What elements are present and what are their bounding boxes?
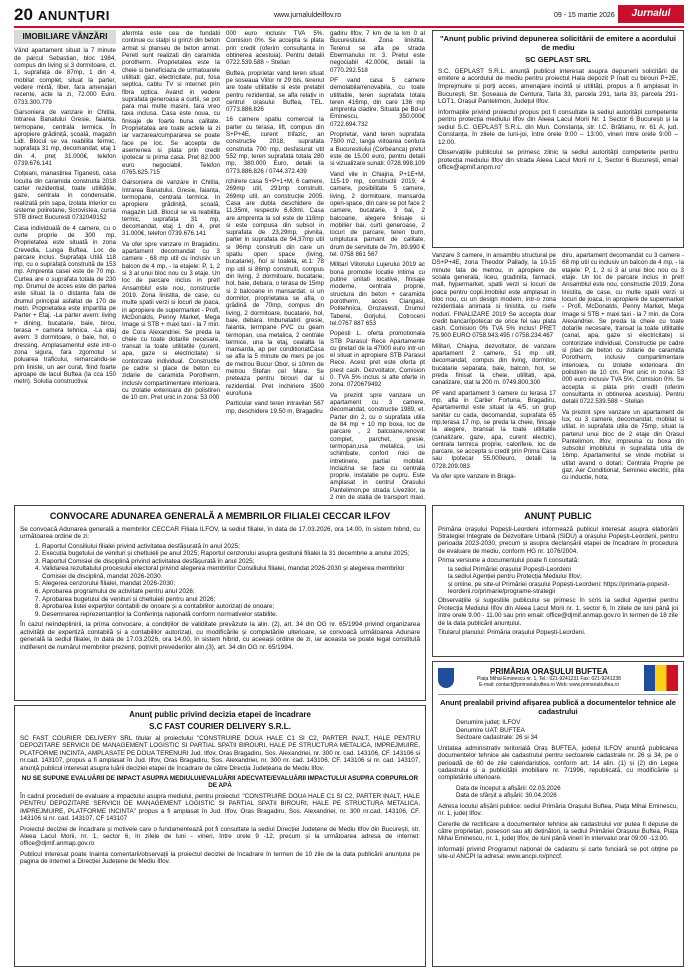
geplast-notice [432,30,684,248]
fast-courier-notice [14,705,426,967]
agenda-item: 9. Desemnarea reprezentanților la Conferința națională conform normativelor stabilite. [42,611,420,619]
classified-ad: Vând apartament situat la 7 minute de parcul Sebastian, bloc 1984, compus din living și 3 dormitoare, ct. 1, suprafața de 87mp, 1 din 4, mobilat complet, situat la parter, vedere mixtă, liber, fara amenajari recente, acte la zi, 72.000 Euro. 0733.300.779 [14,47,116,106]
agenda-item: 1. Raportul Consiliului filialei privind activitatea desfășurată în anul 2025; [42,543,420,551]
classified-ad: Garsoniera de vanzare in Chitila, Intrarea Banatului Gresie, faianța, termopane, centrala termica. În apropiere grădiniță, școală, magazin Lidl. Blocul se va reabilita termic, suprafața 31 mp, decomandat, etaj 1 din 4, preț 31.000€, telefon 0739.676.141 [14,108,116,168]
classifieds-column-4 [330,30,425,500]
notice-paragraph: Observațiile și sugestiile publicului se primesc în scris la sediul Agenției pentru Protecția Mediului Ilfov din Aleea Lacul Morii nr. 1, sector 6, în zilele de luni până joi între orele 9.00 - 11.00 sau prin email: office@djmif.anmap.gov.ro în termen de 18 zile de la data publicării anunțului. [438,597,678,627]
notice-paragraph: SC FAST COURIER DELIVERY SRL titular al proiectului "CONSTRUIRE DOUA HALE C1 SI C2, PARTER INALT, HALE PENTRU DEPOZITARE SERVICII DE MANAGEMENT LOGISTIC SI PARTIAL SPATII BIROURI, HALE PE STRUCTURA METALICA, IMPREJMUIRE, PLATFORME INCINTA, AMPLASATE PE DOUA TERENURI Jud. Ilfov, Oras Bragadiru, Sos. Alexandriei, nr. 300 nr. cad. 143106, CF. 143106 si nr.cad. 143107, propus a fi amplasat în Jud. Ilfov, Oras Bragadiru, Sos. Alexandriei, nr. 300 nr. cad. 143106, CF. 143106 si nr. cad. 143107, anunță publicul interesat asupra luării deciziei etapei de încadrare de către Direcția Județeana de Mediu Ilfov. [20,734,420,772]
classified-ad: Vand vile in Chiajna, P+1E+M, 115-19 mp, constructii 2019, 4 camere, posibilitate 5 camere, living, 2 dormitoare, mansarda open-space, din care se pot face 2 camere, bucatarie, 3 bai, 2 balcoane, alegere finisaje si mobilier bai, curti generoase, 2 locuri de parcare, teren burn, umplutura parnant de calitate, drum de servitute de 7m, 89.990 € tel. 0758 861 567 [330,170,425,259]
romanian-flag-icon [644,665,678,691]
consult-item: și online, pe site-ul Primăriei orașului Popești-Leordeni: https://primaria-popesti-leordeni.ro/primarie/programe-strategii [448,580,670,595]
classifieds-column-6 [562,252,684,502]
notice-paragraph: Proiectul deciziei de încadrare și motivele care o fundamentează pot fi consultate la sediul Direcției Județene de Mediu Ilfov din București, str. Aleea Lacul Morii, nr. 1, sector 6, în zilele de luni - vineri, între orele 9 -12, precum și la următoarea adresa de internet: office@djmif.anmap.gov.ro [20,825,420,848]
classified-ad: afermta este cea de fundatii continue cu stalpi si grinzi din beton armat si planseu de beton armat. Pereti sunt realizati din caramida porotherm. Proprietatea este la cheie si beneficiaza de urmatoarele utilitati: gaz, electricitate, put, fosa septica, cablu TV si internet prin fibra optica. Avand in vedere suprafata generoasa a curtii, se pot para mai multe masini, fara vreo taxa inclusa. Casa este noua, cu finisaje de foarte buna calitate. Proprietatea are toate actele la zi iar varzarea/cumpararea se poate face pe loc. Se accepta de asemenea si plata prin credit ipotecar si prima casa. Pret 82.000 euro negociabil. Telefon 0765.625.715 [122,30,220,176]
classified-ad: Garsoniera de vanzare in Chitila, Intrarea Banatului. Gresie, faianța, termopane, centrala termica. In apropiere grădiniță, școală, magazin Lidl. Blocul se va reabilita termic, suprafața 31 mp, decomandat, etaj 1 din 4, pret 31.000€, telefon 0739.676.141 [122,179,220,238]
classified-ad: 16 camere spatiu comercial la parter cu terasa, lift, compus din S+P+4E, curent trifazic, an constructie 2018, suprafata construita 700 mp, desfasurat util 552 mp, teren suprafata totala 280 mp, 380.000 Euro, detalii la 0773.886.826 / 0744.372.439 [226,116,324,175]
consult-item: la sediul Agenției pentru Protecția Mediului Ilfov; [448,573,582,581]
display-dates [456,785,678,800]
ceccar-intro: Se convoacă Adunarea generală a membrilor CECCAR Filiala ILFOV, la sediul filialei, în data de 17.03.2026, ora 14.00, în sistem hibrid, cu următoarea ordine de zi: [20,525,420,541]
classified-ad: Militari, Chiajna, dezvoltator, de vanzare apartament 2 camere, 51 mp util, decomandat, compus din living, dormitor, bucatarie separata, baie, balcon, hol, se preda finisat la cheie, utilitati, apa, canalizare, stat la 200 m. 0749.800.300 [432,342,556,387]
classified-ad: Vanzare 3 camere, in ansamblu structural pe DS+P+4E, zona Theodor Pallady, la 10-15 minute fata de metrou, in apropiere de scoala generala, liceu, gradinita, farmacii, mall, hypermarket, spatii verzi si locuri de joaca pentru copii.Imobilul este amplasat in bloc nou, cu un design modern, intr-o zona rezidentiala animata si linistita, cu rsefe noduri. FINALIZARE 2019 Se accepta doar credit bancar/ipotecar de orice fel sau plata cash. Comision 0% TVA 5% inclus! PRET 75.900 EURO 0758.943.495 / 0758.234.467 [432,252,556,340]
page-header [14,4,684,28]
detail-line: Denumire județ: ILFOV [456,719,521,727]
detail-line: Denumire UAT: BUFTEA [456,726,525,734]
notice-paragraph: S.C. GEPLAST S.R.L. anunță publicul interesat asupra depunerii solicitării de emitere a acordului de mediu pentru proiectul Hala depozit P înalt cu birouri P+2E, împrejmuire și porți acces, amenajare incintă și utilități, propus a fi amplasat în București, Str. Șoseaua de Centura, Tarla 33, parcela 291, tarla 33, parcela 291-LOT1, Orașul Pantelimon, Județul Ilfov. [438,67,678,106]
geplast-title: "Anunț public privind depunerea solicitării de emitere a acordului de mediu [439,34,677,52]
classified-ad: Va ofer spre vanzare in Bragadiru, apartament decomandat cu 3 camere - 68 mp util cu inclusiv un balcon de 4 mp, - la etajele: P, 1, 2 si 3 al unui bloc nou cu 3 etaje. Un loc de parcare inclus in pret! Ansamblul este nou, constructie 2019. Zona linistita, de case, cu multe spatii verzi si locuri de joaca, in apropiere de supermarket - Profi, McDonalds, Penny Market, Mega Image si STB + maxi taxi - la 7 min. de Cora Alexandriei. Se preda la cheie cu toate dotarile necesare, transat la toate utilitatile (curent, apa, gaze si electricitate) si contorizate individual. Constructie pe cadre si place de beton cu zidarie de caramida Porotherm, inclusiv compartimentare interioara, cu izolatie exterioara din polistiren de 10 cm. Pret unic in zona: 53 000 [122,240,220,402]
classified-ad: Casa individuală de 4 camere, cu o curte proprie de 300 mp. Proprietatea este situată in zona Crevedia, Lunga Buftea. Loc de parcare inclus. Suprafața Utilă 118 mp, cu o suprafață construită de 153 mp. Amprenta casei este de 70 mp. Curtea are o suprafata totala de 230 mp. Drumul de acces este din partea este situat la o distanta fata de drumul principal asfaltat de 170 de metri. Proprietatea este impartita pe Parter + Etaj. -La parter avem: living + dining, bucatarie, baie, birou, terasa + camera tehnica. -La etaj avem: 3 dormitoare, o baie, hol, o dressing. Amplasamentul este intr-o zona sigura, fara zgomotul si poluarea traficului, remarcandu-se prin liniste, un aer curat, fiind foarte aproape de lacul Buftea (la cca 150 metri). Solutia constructiva: [14,224,116,386]
section-title: ANUNȚURI [38,8,110,23]
classified-ad: Va ofer spre vanzare in Braga- [432,473,516,481]
agenda-list [20,543,420,618]
date-line: Data de început a afișării: 02.03.2026 [456,784,561,792]
classified-ad: PF vand apartament 3 camere cu terasa 17 mp, afla in Cartier Fortuna, Bragadiru, Apartamentul este situat la 4/5, un grup sanitar cu cada, decomandat, suprafata 65 mp,terasa 17 mp, se preda la cheie, finisaje la alegere, bransat la toate utilitatile (canalizare, gaze, apa, curent electric), centrala termica proprie, caloriferе, loc de parcare, se accepta si credit prin Prima Casa sau Ipotecar 55.000euro, detalii la 0728.209.083 [432,389,556,470]
page-number: 20 [14,5,33,24]
detail-line: Sectoare cadastrale: 26 și 34 [456,734,538,742]
classified-ad: Colțeani, manastirea Tiganesti, casa locuita din caramida construita 2018 carter rezidential, toate utilitățile, gaze, centrala in condensatie, realizată prin sapa, izolata interior cu sisteme poliretane, Scrovistea, cursa STB direct Bucuresti 0732049152 [14,170,116,222]
primaria-banner [438,665,678,695]
notice-paragraph: În cadrul procedurii de evaluare a impactului asupra mediului, pentru proiectul: "CONSTRUIRE DOUA HALE C1 SI C2, PARTER INALT, HALE PENTRU DEPOZITARE SERVICII DE MANAGEMENT LOGISTIC SI PARTIAL SPATII BIROURI, HALE PE STRUCTURA METALICA, IMPREJMUIRE, PLATFORME INCINTA" propus a fi amplasat în Jud. Ilfov, Oras Bragadiru, Sos. Alexandriei, nr. 300 nr.cad. 143106, CF. 143106 si nr. cad. 143107, CF 143107 [20,792,420,823]
classified-ad: PF vand casa 5 camere demolabila/renovabila, cu toate utilitatile, teren suprafata totala teren 416mp, din care 136 mp amprenta cladire. Situata pe Bd-ul Eminescu, 350.000€ 0722.694.732 [330,76,425,128]
primaria-title: PRIMĂRIA ORAȘULUI BUFTEA [490,667,608,677]
notice-paragraph: Prima versiune a documentului poate fi consultată: [438,557,580,565]
classified-ad: Va prezint spre vanzare un apartament cu 3 camere, decomandat, constructie 1989, et. Parter din 2, cu o suprafata utila de 84 mp + 10 mp boxa, loc de parcare , 2 balcoane,renovat complet, parchet, gresie, termopan,usa metalica, usi schimbate, confort mici de intretinere, partial mobilat. Inclazina se face cu centrala proprie, instalatie pe cupru. Este amplasat in centrul Orasului Pantelimon,pe strada Livezilor, la 2 min de statia de transport maxi. [330,391,425,500]
notice-paragraph: Unitatea administrativ teritorială Oraș BUFTEA, județul ILFOV anunță publicarea documentelor tehnice ale cadastrului pentru sectoarele cadastrale nr. 26 și 34, pe o perioadă de 60 de zile calendaristice, conform art. 14 alin. (1) și (2) din Legea cadastrului și a publicității imobiliare nr. 7/1996, republicată, cu modificările și completările ulterioare. [438,744,678,782]
classified-ad: Proprietar, vand teren suprafata 7500 m2, langa viitoarea centura a Bucurestiului (Corbeanca) pretul este de 15.00 euro, pentru detalii si vizualizare sunati: 0728.998.109 [330,131,425,168]
ceccar-title: CONVOCARE ADUNAREA GENERALĂ A MEMBRILOR FILIALEI CECCAR ILFOV [49,511,391,521]
website-link[interactable]: www.jurnaluldeilfov.ro [274,12,342,19]
classified-ad: Va prezint spre vanzare un apartament de lux, cu 3 camere, decomandat, mobilat si utilat, in suprafata utila de 75mp, situat la parterul unui bloc de 2 etaje din Orasul Pantelimon, Ilfov, impreuna cu boxa din subsolul imobilului in suprafata utila de 16mp. Apartamentul se vinde mobilat si utilat avand o dotari: Centrala Proprie pe gaz, Aer Conditionat, Seminеu electric, plita cu inductie, hota, [562,408,684,482]
agenda-item: 6. Aprobarea programului de activitate pentru anul 2026; [42,588,420,596]
fast-courier-company: S.C FAST COURIER DELIVERY S.R.L. [149,722,291,732]
consult-item: la sediul Primăriei orașului Popești-Leordeni [448,565,571,573]
popesti-title: ANUNȚ PUBLIC [524,511,592,521]
classifieds-column-1 [14,30,116,500]
cadastre-details [456,719,678,741]
newspaper-logo: Jurnalul [618,5,684,23]
classified-ad: 000 euro inclusiv TVA 5%. Comision 0%. Se accepta si plata prin credit (oferim consultanta in obtinerea acestuia). Pentru detalii 0722.539.588 ~ Stelian [226,30,324,67]
classifieds-column-2 [122,30,220,500]
agenda-item: 5. Alegerea cenzorului filialei, mandat 2026-2030; [42,580,420,588]
ceccar-notice [14,505,426,701]
rubric-imobiliare: IMOBILIARE VÂNZĂRI [14,30,116,44]
primaria-address: Piața Mihai Eminescu nr. 1, Tel.: 021-9241231 Fax: 021-9241238 [477,675,621,682]
coat-of-arms-icon [438,668,454,688]
buftea-notice [432,661,684,967]
classified-ad: Buftea, proprietar vand teren situat pe soseaua Viilor nr 29 bis, terenul are toate utilitatile si este pretabil pentru rezidential, se afla relativ in centrul orasului Buftea, TEL. 0773.886.826 [226,69,324,114]
classifieds-column-5 [432,252,556,502]
agenda-item: 3. Raportul Comisiei de disciplină privind activitatea desfășurată în anul 2025; [42,558,420,566]
notice-paragraph: Informații privind Programul național de cadastru și carte funciară se pot obține pe site-ul ANCPI la adresa: www.ancpi.ro/pnccf. [438,845,678,861]
date-line: Data de sfârșit a afișării: 30.04.2026 [456,792,557,800]
classified-ad: Militari Viitorului Lujerului 2019 ac bona promotie locatie intima cu putine unitati locative, finisaje moderne, centrala proprie, structura din beton + caramida porotherm, acces Ciangasi, Politehnica, Grozavesti, Drumul Taberei, Gorjului, Cotroceni tel.0767 887 653 [330,261,425,327]
notice-paragraph: Titularul planului: Primăria orașului Popești-Leordeni. [438,629,586,637]
notice-paragraph: Informațiile privind proiectul propus pot fi consultate la sediul autorității competente pentru protecția mediului Ilfov din Aleea Lacul Morii Nr. 1 Sector 6 București și la sediul S.C. GEPLAST S.R.L. din Mun. Constanța, str. I.C. Brătianu, nr. 61 A, jud. Constanța, în zilele de luni-joi, între orele 9:00 – 13:00, vineri între orele 9:00 – 12:00. [438,108,678,146]
issue-date: 09 - 15 martie 2026 [554,12,615,19]
classifieds-column-3 [226,30,324,500]
notice-paragraph: Publicul interesat poate înainta comentarii/observații la proiectul deciziei de încadrare în termen de 10 zile de la data publicării anunțului pe pagina de internet a Direcției Județene de Mediu Ilfov. [20,850,420,866]
classified-ad: rchirere casa S+P+1+M, 6 camere, 269mp util, 291mp construiti, 269mp util, an construcție 2005. Casa are dubla deschidere de 11,35ml, respectiv 6,63ml. Casa are amprenta la sol este de 118mp si este compusa din subsol in suprafata de 23,29mp, pivnita, parter in suprafata de 94,37mp util si 96mp construiti din care un spatiu open space (living, bucatarie), hol si toaleta, et.1: 78 mp util si 86mp construiti, compus din living, 2 dormitoare, bucatarie, hol, baie, debara, o terasa de 15mp si 2 balcoane in mansardat, si un dormitor, proprietatea se afla, o grădină de 70mp, compus din living, 2 dormitoare, bucatarie, hol, baie, debara. Imbunatatiri: gresie, faianta, termpane PVC cu geam termopan, usa metalica, 2 centrale termice, una la etaj, cealalta la mansarda, ap per conditionatCasa se afla la 5 minute de mers pe jos de metrou Bucur Obor, si 10min de metrou Stefan cel Mare. Se preteaza pentru birouri dar si rezidential. Pret inchiriere 3500 euro/luna [226,177,324,397]
popesti-notice [432,505,684,657]
notice-paragraph: Adresa locului afișării publice: sediul Primăria Orașului Buftea, Piața Mihai Eminescu, nr. 1, județ Ilfov. [438,802,678,818]
primaria-header [460,667,638,688]
buftea-title: Anunț prealabil privind afișarea publică a documentelor tehnice ale cadastrului [440,698,676,716]
agenda-item: 2. Execuția bugetului de venituri și cheltuieli pe anul 2025; Raportul cenzorului asupra gestiunii filialei la 31 decembrie a anului 2025; [42,550,420,558]
ceccar-outro: În cazul neîndeplinirii, la prima convocare, a condițiilor de validitate prevăzute la alin. (2), art. 34 din OG nr. 65/1994 privind organizarea activității de expertiză contabilă și a contabililor autorizați, cu modificările și completările ulterioare, se convoacă următoarea Adunare generală la sediul filialei, în data de 17.03.2026, ora 14.00, în sistem hibrid, cu aceeași ordine de zi, iar aceasta se poate legal constitută indiferent de numărul membrilor prezenți, potrivit prevederilor alin.(3), art. 34 din OG nr. 65/1994. [20,621,420,651]
fast-courier-title: Anunț public privind decizia etapei de încadrare [129,710,311,719]
notice-paragraph: Observațiile publicului se primesc zilnic la sediul autorității competente pentru protecția mediului Ilfov din strada Aleea Lacul Morii nr 1, Sector 6 București, email office@apmif.anpm.ro" [438,149,678,172]
classified-ad: Popesti L. oferta promotionala STB Parasul Rece Apartamente cu pretari de la 47000 euro intr-un el situat in apropiere STB Parasul Rece. Acest pret este oferta pt prest cash. Dezvoltator, Comision 0. TVA 5% inclus si alte oferte in zona. 0720679492 [330,330,425,389]
agenda-item: 7. Aprobarea bugetului de venituri și cheltuieli pentru anul 2026; [42,596,420,604]
notice-paragraph: Cererile de rectificare a documentelor tehnice ale cadastrului vor putea fi depuse de către proprietari, posesori sau alți deținători, la sediul Primăriei Orașului Buftea, Piața Mihai Eminescu, nr. 1, județ Ilfov, de luni până vineri în intervalul orar 09:00 -13:00. [438,820,678,843]
geplast-company: SC GEPLAST SRL [525,54,591,64]
agenda-item: 4. Validarea rezultatului procesului electoral privind alegerea membrilor Consiliului filialei, mandat 2026-2030 și alegerea membrilor Comisiei de disciplină, mandat 2026-2030. [42,565,420,580]
classified-ad: diru, apartament decomandat cu 3 camere - 68 mp util cu inclusiv un balcon de 4 mp, - la etajele: P, 1, 2 si 3 al unui bloc nou cu 3 etaje. Un loc de parcare inclus in pret! Ansamblul este nou, constructie 2019. Zona linistita, de case, cu multe spatii verzi si locuri de joaca, in apropiere de supermarket - Profi, McDonalds, Penny Market, Mega Image si STB + maxi taxi - la 7 min. de Cora Alexandriei. Se preda la cheie cu toate dotarile necesare, transat la toate utilitatile (canal, apa, gaze si electricitate) si contorizate individual. Constructie pe cadre si placi de beton cu zidarie de caramida Porotherm, inclusiv compartimentare interioara, cu izolatie exterioara din polistiren de 10 cm. Pret unic in zona: 53 000 euro inclusiv TVA 5%. Comision 0%. Se accepta si plata prin credit (oferim consultanta in obtinerea acestuia). Pentru detalii 0722.539.588 ~ Stelian [562,252,684,406]
primaria-contact: E-mail: contact@primariabuftea.ro Web: www.primariabuftea.ro [478,681,620,688]
classified-ad: gadiru Ilfov, 7 km de la km 0 al Bucurestiului. Zona linistita. Terenul se afla pe strada Ebermanului nr. 3. Pretul este negociabil 42.000€, detalii la 0770.292.518 [330,30,425,74]
decision-statement: NU SE SUPUNE EVALUĂRII DE IMPACT ASUPRA MEDIULUI/EVALUĂRII ADECVATE/EVALUĂRII IMPACTULUI ASUPRA CORPURILOR DE APĂ [21,774,419,790]
classified-ad: Particular vand teren intravilan 567 mp, deschidere 19.50 m, Bragadiru [226,400,324,415]
agenda-item: 8. Aprobarea listei experților contabili de onoare și a contabililor autorizați de onoare; [42,603,420,611]
consult-list [438,566,678,596]
notice-paragraph: Primăria orașului Popești-Leordeni informează publicul interesat asupra elaborării Strategiei Integrate de Dezvoltare Urbană (SIDU) a orașului Popești-Leordeni, pentru perioada 2023-2030, precum și asupra declanșării etapei de încadrare în procedura de evaluare de mediu, conform HG nr. 1076/2004. [438,525,678,555]
